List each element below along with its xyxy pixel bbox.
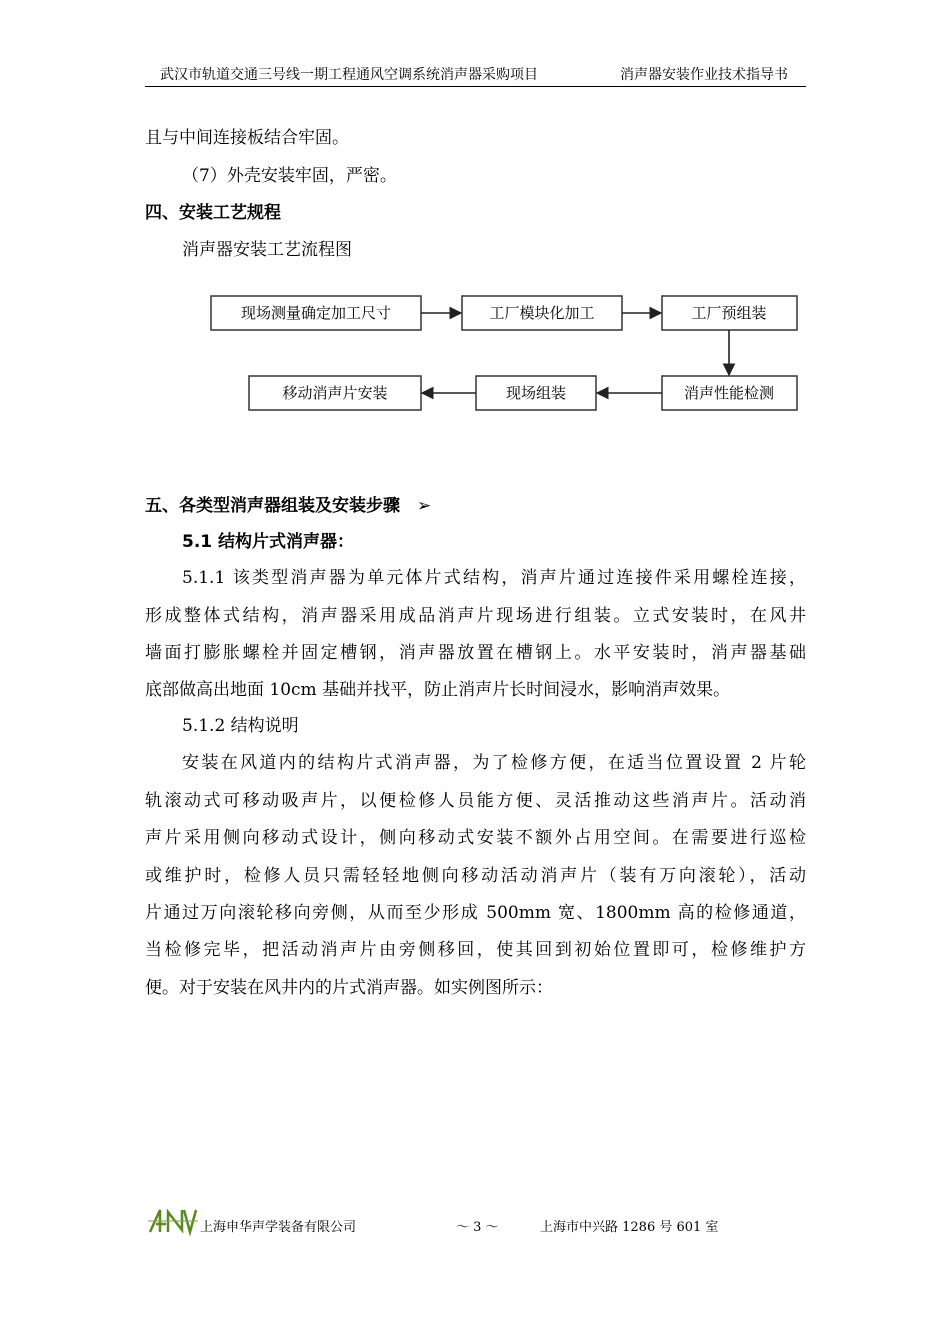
flow-step-label-4: 消声性能检测 (683, 384, 775, 402)
para-5-1-2-line: 轨滚动式可移动吸声片，以便检修人员能方便、灵活推动这些消声片。活动消 (145, 791, 806, 811)
para-5-1-1-line: 底部做高出地面 10cm 基础并找平，防止消声片长时间浸水，影响消声效果。 (145, 680, 731, 700)
footer-company: 上海申华声学装备有限公司 (200, 1220, 357, 1235)
flow-step-label-3: 工厂预组装 (691, 304, 767, 322)
para-5-1-2-line: 安装在风道内的结构片式消声器，为了检修方便，在适当位置设置 2 片轮 (182, 753, 806, 773)
footer-page-number: ～ 3 ～ (456, 1220, 499, 1235)
para-5-1-1-line: 形成整体式结构，消声器采用成品消声片现场进行组装。立式安装时，在风井 (145, 606, 806, 626)
subsection-5-1-heading: 5.1 结构片式消声器： (182, 532, 355, 552)
para-5-1-2-line: 便。对于安装在风井内的片式消声器。如实例图所示： (145, 978, 553, 998)
flow-step-label-5: 现场组装 (505, 384, 567, 402)
header-rule (145, 86, 806, 87)
para-5-1-2-line: 或维护时，检修人员只需轻轻地侧向移动活动消声片（装有万向滚轮），活动 (145, 866, 806, 886)
para-5-1-2-line: 声片采用侧向移动式设计，侧向移动式安装不额外占用空间。在需要进行巡检 (145, 828, 806, 848)
footer-address: 上海市中兴路 1286 号 601 室 (540, 1220, 719, 1235)
body-line: 且与中间连接板结合牢固。 (145, 128, 349, 148)
para-5-1-1-line: 5.1.1 该类型消声器为单元体片式结构，消声片通过连接件采用螺栓连接， (182, 568, 806, 588)
flowchart-caption: 消声器安装工艺流程图 (182, 240, 352, 260)
section-4-heading: 四、安装工艺规程 (145, 203, 281, 223)
flow-step-label-1: 现场测量确定加工尺寸 (240, 304, 392, 322)
company-logo-icon (148, 1206, 198, 1236)
para-5-1-2-line: 片通过万向滚轮移向旁侧，从而至少形成 500mm 宽、1800mm 高的检修通道， (145, 903, 806, 923)
para-5-1-2-line: 当检修完毕，把活动消声片由旁侧移回，使其回到初始位置即可，检修维护方 (145, 940, 806, 960)
section-5-heading: 五、各类型消声器组装及安装步骤 ➢ (145, 496, 432, 516)
header-project-title: 武汉市轨道交通三号线一期工程通风空调系统消声器采购项目 (160, 67, 538, 83)
subsection-5-1-2-heading: 5.1.2 结构说明 (182, 716, 299, 736)
list-item-7: （7）外壳安装牢固，严密。 (182, 166, 397, 186)
install-process-flowchart (0, 280, 950, 430)
flow-step-label-6: 移动消声片安装 (282, 384, 388, 402)
para-5-1-1-line: 墙面打膨胀螺栓并固定槽钢，消声器放置在槽钢上。水平安装时，消声器基础 (145, 643, 806, 663)
flow-step-label-2: 工厂模块化加工 (489, 304, 595, 322)
header-document-title: 消声器安装作业技术指导书 (620, 67, 788, 83)
